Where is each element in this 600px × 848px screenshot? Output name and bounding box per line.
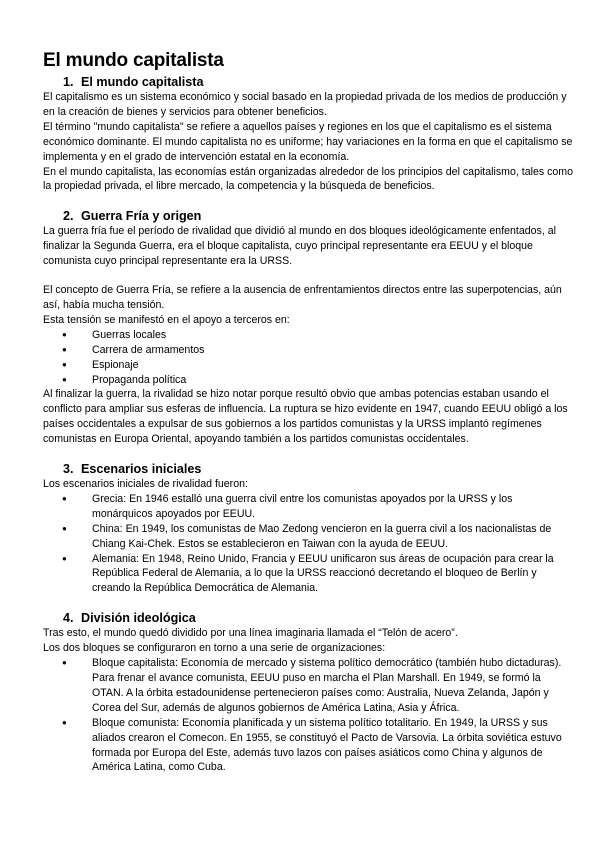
list-item: ● Propaganda política bbox=[43, 373, 573, 388]
paragraph: Tras esto, el mundo quedó dividido por una línea imaginaria llamada el “Telón de acero”. bbox=[43, 627, 458, 640]
bullet-list bbox=[43, 492, 573, 596]
paragraph: El capitalismo es un sistema económico y social basado en la propiedad privada de los medios de producción y en la creación de bienes y servicios para obtener beneficios. bbox=[43, 91, 567, 118]
section-number: 3. bbox=[63, 462, 74, 477]
list-item: ● Guerras locales bbox=[43, 328, 573, 343]
bullet-list bbox=[43, 328, 573, 388]
paragraph: El término "mundo capitalista" se refiere a aquellos países y regiones en los que el capitalismo es el sistema económico dominante. El mundo capitalista no es uniforme; hay variaciones en la forma en que el capitalismo se implementa y en el grado de intervención estatal en la economía. bbox=[43, 120, 573, 163]
paragraph: Los dos bloques se configuraron en torno a una serie de organizaciones: bbox=[43, 642, 386, 655]
paragraph: La guerra fría fue el período de rivalidad que dividió al mundo en dos bloques ideológicamente enfentados, al finalizar la Segunda Guerra, era el bloque capitalista, cuyo principal representante era EEUU y el bloque comunista cuyo principal representante era la URSS. bbox=[43, 225, 556, 268]
section-heading-4 bbox=[43, 610, 573, 626]
list-item: ● Grecia: En 1946 estalló una guerra civil entre los comunistas apoyados por la URSS y los monárquicos apoyados por EEUU. bbox=[43, 492, 573, 522]
list-item: ● Bloque comunista: Economía planificada y un sistema político totalitario. En 1949, la URSS y sus aliados crearon el Comecon. En 1955, se constituyó el Pacto de Varsovia. La órbita soviética estuvo formada por Europa del Este, además tuvo lazos con países asiáticos como China y algunos de América Latina, como Cuba. bbox=[43, 716, 573, 776]
document-title: El mundo capitalista bbox=[43, 50, 224, 71]
paragraph: Los escenarios iniciales de rivalidad fueron: bbox=[43, 478, 248, 491]
section-heading-3 bbox=[43, 461, 573, 477]
bullet-list bbox=[43, 656, 573, 775]
section-number: 4. bbox=[63, 611, 74, 626]
paragraph: Esta tensión se manifestó en el apoyo a terceros en: bbox=[43, 313, 290, 326]
section-heading-1 bbox=[43, 74, 573, 90]
section-title: Escenarios iniciales bbox=[81, 462, 202, 477]
list-item: ● Espionaje bbox=[43, 358, 573, 373]
paragraph: Al finalizar la guerra, la rivalidad se hizo notar porque resultó obvio que ambas potencias estaban usando el conflicto para ampliar sus esferas de influencia. La ruptura se hizo evidente en 1947, cuando EEUU obligó a los países occidentales a expulsar de sus gobiernos a los partidos comunistas y la URSS implantó regímenes comunistas en Europa Oriental, apoyando también a los partidos comunistas occidentales. bbox=[43, 388, 568, 446]
section-number: 2. bbox=[63, 209, 74, 224]
section-title: Guerra Fría y origen bbox=[81, 209, 202, 224]
list-item: ● Carrera de armamentos bbox=[43, 343, 573, 358]
section-title: El mundo capitalista bbox=[81, 75, 204, 89]
section-number: 1. bbox=[63, 75, 74, 89]
section-title: División ideológica bbox=[81, 611, 196, 626]
section-heading-2 bbox=[43, 208, 573, 224]
list-item: ● Bloque capitalista: Economía de mercado y sistema político democrático (también hubo dictaduras). Para frenar el avance comunista, EEUU puso en marcha el Plan Marshall. En 1949, se formó la OTAN. A la órbita estadounidense pertenecieron países como: Australia, Nueva Zelanda, Japón y Corea del Sur, además de algunos gobiernos de América Latina, Asia y África. bbox=[43, 656, 573, 716]
paragraph: El concepto de Guerra Fría, se refiere a la ausencia de enfrentamientos directos entre las superpotencias, aún así, había mucha tensión. bbox=[43, 284, 562, 311]
list-item: ● China: En 1949, los comunistas de Mao Zedong vencieron en la guerra civil a los nacionalistas de Chiang Kai-Chek. Estos se establecieron en Taiwan con la ayuda de EEUU. bbox=[43, 522, 573, 552]
list-item: ● Alemania: En 1948, Reino Unido, Francia y EEUU unificaron sus áreas de ocupación para crear la República Federal de Alemania, a lo que la URSS reaccionó decretando el bloqueo de Berlín y creando la República Democrática de Alemania. bbox=[43, 552, 573, 597]
document-page bbox=[43, 50, 573, 775]
paragraph: En el mundo capitalista, las economías están organizadas alrededor de los principios del capitalismo, tales como la propiedad privada, el libre mercado, la competencia y la búsqueda de beneficios. bbox=[43, 165, 573, 193]
